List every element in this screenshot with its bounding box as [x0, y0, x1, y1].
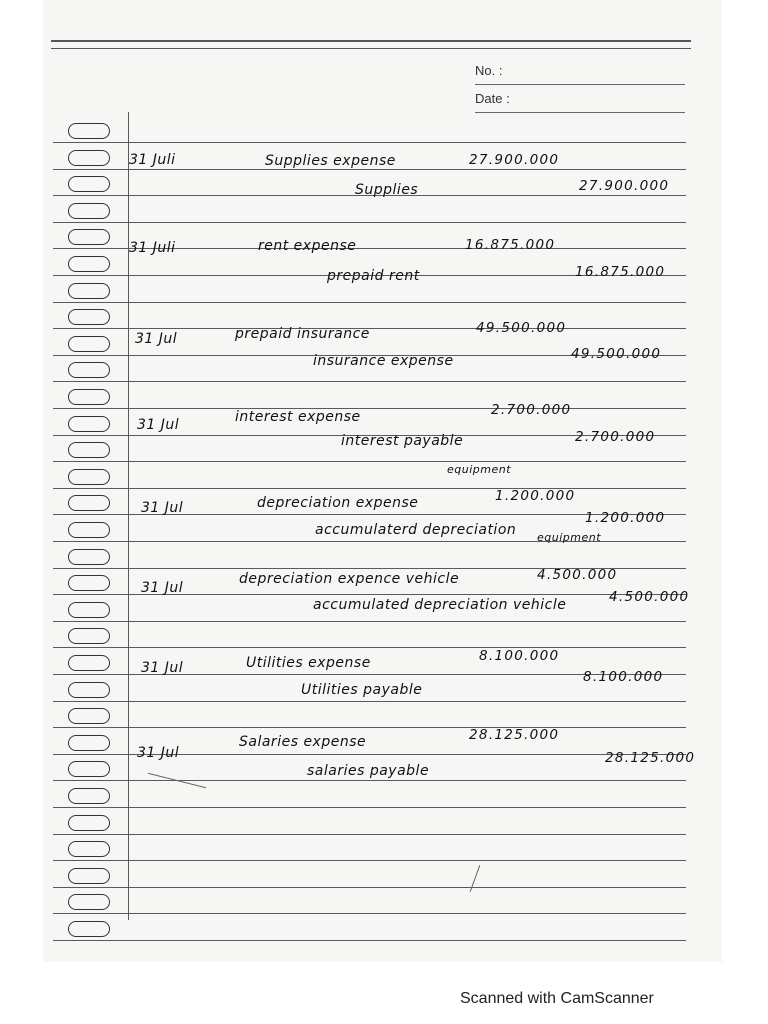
binder-ring [68, 495, 110, 511]
debit-amount: 8.100.000 [479, 648, 560, 664]
debit-amount: 2.700.000 [491, 402, 572, 418]
debit-account: interest expense [235, 409, 361, 425]
binder-ring [68, 868, 110, 884]
ruled-line [53, 408, 686, 409]
ruled-line [53, 621, 686, 622]
binder-ring [68, 761, 110, 777]
credit-account: accumulaterd depreciation [315, 522, 517, 538]
ruled-line [53, 913, 686, 914]
binder-ring [68, 469, 110, 485]
debit-account: prepaid insurance [235, 326, 370, 342]
credit-amount: 16.875.000 [575, 264, 666, 280]
ruled-line [53, 834, 686, 835]
ruled-line [53, 701, 686, 702]
binder-ring [68, 389, 110, 405]
binder-ring [68, 708, 110, 724]
entry-date: 31 Jul [137, 417, 180, 433]
notebook-page [43, 0, 722, 962]
binder-ring [68, 735, 110, 751]
binder-ring [68, 655, 110, 671]
binder-ring [68, 150, 110, 166]
debit-amount: 1.200.000 [495, 488, 576, 504]
credit-account: Utilities payable [301, 682, 423, 698]
ruled-line [53, 647, 686, 648]
binder-ring [68, 602, 110, 618]
ruled-line [53, 302, 686, 303]
debit-amount: 16.875.000 [465, 237, 556, 253]
credit-amount: 8.100.000 [583, 669, 664, 685]
date-field-line [475, 112, 685, 113]
binder-ring [68, 416, 110, 432]
binder-ring [68, 442, 110, 458]
credit-amount: 27.900.000 [579, 178, 670, 194]
binder-ring [68, 336, 110, 352]
credit-amount: 2.700.000 [575, 429, 656, 445]
credit-account: accumulated depreciation vehicle [313, 597, 567, 613]
ruled-line [53, 940, 686, 941]
debit-account: Salaries expense [239, 734, 367, 750]
ruled-line [53, 488, 686, 489]
binder-ring [68, 362, 110, 378]
ruled-line [53, 780, 686, 781]
binder-ring [68, 522, 110, 538]
entry-date: 31 Jul [141, 580, 184, 596]
debit-account: rent expense [258, 238, 357, 254]
top-rule [51, 48, 691, 49]
ruled-line [53, 169, 686, 170]
credit-account: prepaid rent [327, 268, 420, 284]
binder-ring [68, 283, 110, 299]
debit-account: depreciation expence vehicle [239, 571, 460, 587]
binder-ring [68, 123, 110, 139]
debit-account: Supplies expense [265, 153, 396, 169]
binder-ring [68, 682, 110, 698]
ruled-line [53, 142, 686, 143]
ruled-line [53, 222, 686, 223]
debit-amount: 4.500.000 [537, 567, 618, 583]
scanner-watermark: Scanned with CamScanner [460, 990, 654, 1007]
entry-date: 31 Juli [129, 152, 176, 168]
debit-amount: 28.125.000 [469, 727, 560, 743]
binder-ring [68, 575, 110, 591]
binder-ring [68, 176, 110, 192]
top-rule [51, 40, 691, 42]
ruled-line [53, 381, 686, 382]
ruled-line [53, 727, 686, 728]
debit-note: equipment [447, 463, 512, 476]
binder-ring [68, 815, 110, 831]
ruled-line [53, 887, 686, 888]
ruled-line [53, 461, 686, 462]
binder-ring [68, 841, 110, 857]
binder-ring [68, 203, 110, 219]
binder-ring [68, 229, 110, 245]
binder-ring [68, 628, 110, 644]
date-label: Date : [475, 91, 510, 106]
credit-account: interest payable [341, 433, 464, 449]
debit-amount: 27.900.000 [469, 152, 560, 168]
entry-date: 31 Jul [141, 660, 184, 676]
entry-date: 31 Juli [129, 240, 176, 256]
binder-ring [68, 549, 110, 565]
credit-amount: 4.500.000 [609, 589, 690, 605]
binder-ring [68, 894, 110, 910]
ruled-line [53, 807, 686, 808]
debit-account: Utilities expense [246, 655, 371, 671]
binder-ring [68, 788, 110, 804]
binder-ring [68, 256, 110, 272]
debit-amount: 49.500.000 [476, 320, 567, 336]
margin-line [128, 112, 129, 920]
credit-account: insurance expense [313, 353, 454, 369]
credit-account: salaries payable [307, 763, 430, 779]
no-label: No. : [475, 63, 503, 78]
credit-note: equipment [537, 531, 602, 544]
ruled-line [53, 860, 686, 861]
entry-date: 31 Jul [141, 500, 184, 516]
credit-amount: 49.500.000 [571, 346, 662, 362]
entry-date: 31 Jul [137, 745, 180, 761]
binder-ring [68, 921, 110, 937]
no-field-line [475, 84, 685, 85]
debit-account: depreciation expense [257, 495, 419, 511]
credit-account: Supplies [355, 182, 419, 198]
binder-ring [68, 309, 110, 325]
credit-amount: 1.200.000 [585, 510, 666, 526]
credit-amount: 28.125.000 [605, 750, 696, 766]
entry-date: 31 Jul [135, 331, 178, 347]
